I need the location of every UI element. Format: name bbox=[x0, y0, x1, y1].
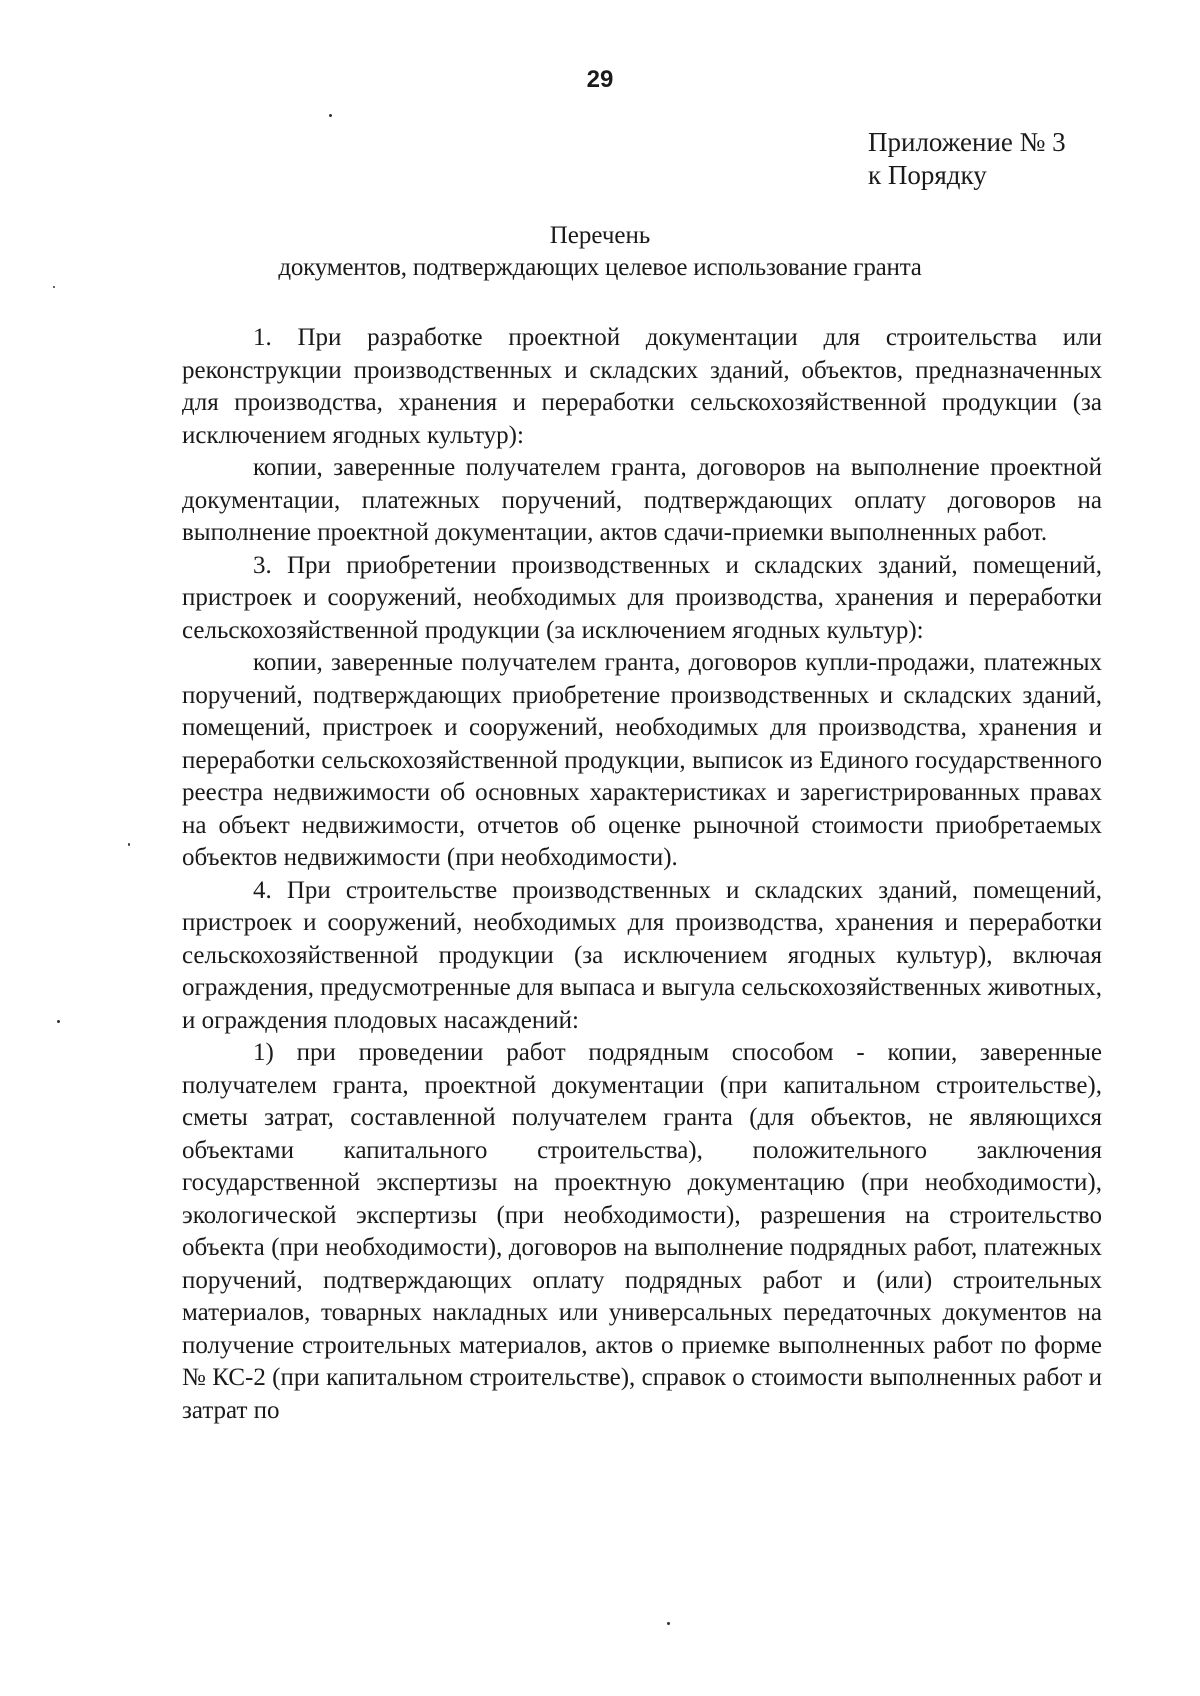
document-title bbox=[0, 220, 1200, 284]
paragraph-item-3-docs: копии, заверенные получателем гранта, договоров купли-продажи, платежных поручений, подтверждающих приобретение производственных и складских зданий, помещений, пристроек и сооружений, необходимых для производства, хранения и переработки сельскохозяйственной продукции, выписок из Единого государственного реестра недвижимости об основных характеристиках и зарегистрированных правах на объект недвижимости, отчетов об оценке рыночной стоимости приобретаемых объектов недвижимости (при необходимости). bbox=[182, 649, 1102, 871]
appendix-number: Приложение № 3 bbox=[868, 127, 1066, 157]
paragraph-item-1-docs: копии, заверенные получателем гранта, договоров на выполнение проектной документации, платежных поручений, подтверждающих оплату договоров на выполнение проектной документации, актов сдачи-приемки выполненных работ. bbox=[182, 454, 1102, 546]
appendix-target: к Порядку bbox=[868, 160, 987, 190]
scan-speck bbox=[53, 286, 55, 288]
title-line-1: Перечень bbox=[549, 222, 651, 249]
scan-speck bbox=[329, 114, 332, 117]
scan-speck bbox=[57, 1020, 60, 1023]
document-body bbox=[182, 322, 1102, 1427]
page-number: 29 bbox=[586, 66, 614, 93]
appendix-reference bbox=[868, 126, 1066, 192]
paragraph-item-4-subitem-1: 1) при проведении работ подрядным способом - копии, заверенные получателем гранта, проектной документации (при капитальном строительстве), сметы затрат, составленной получателем гранта (для объектов, не являющихся объектами капитального строительства), положительного заключения государственной экспертизы на проектную документацию (при необходимости), экологической экспертизы (при необходимости), разрешения на строительство объекта (при необходимости), договоров на выполнение подрядных работ, платежных поручений, подтверждающих оплату подрядных работ и (или) строительных материалов, товарных накладных или универсальных передаточных документов на получение строительных материалов, актов о приемке выполненных работ по форме № КС-2 (при капитальном строительстве), справок о стоимости выполненных работ и затрат по bbox=[182, 1039, 1102, 1424]
scan-speck bbox=[128, 843, 130, 846]
paragraph-item-4: 4. При строительстве производственных и складских зданий, помещений, пристроек и сооружений, необходимых для производства, хранения и переработки сельскохозяйственной продукции (за исключением ягодных культур), включая ограждения, предусмотренные для выпаса и выгула сельскохозяйственных животных, и ограждения плодовых насаждений: bbox=[182, 876, 1102, 1034]
paragraph-item-1: 1. При разработке проектной документации для строительства или реконструкции производственных и складских зданий, объектов, предназначенных для производства, хранения и переработки сельскохозяйственной продукции (за исключением ягодных культур): bbox=[182, 324, 1102, 449]
paragraph-item-3: 3. При приобретении производственных и складских зданий, помещений, пристроек и сооружений, необходимых для производства, хранения и переработки сельскохозяйственной продукции (за исключением ягодных культур): bbox=[182, 551, 1102, 644]
title-line-2: документов, подтверждающих целевое использование гранта bbox=[278, 254, 922, 281]
scan-speck bbox=[667, 1622, 670, 1625]
